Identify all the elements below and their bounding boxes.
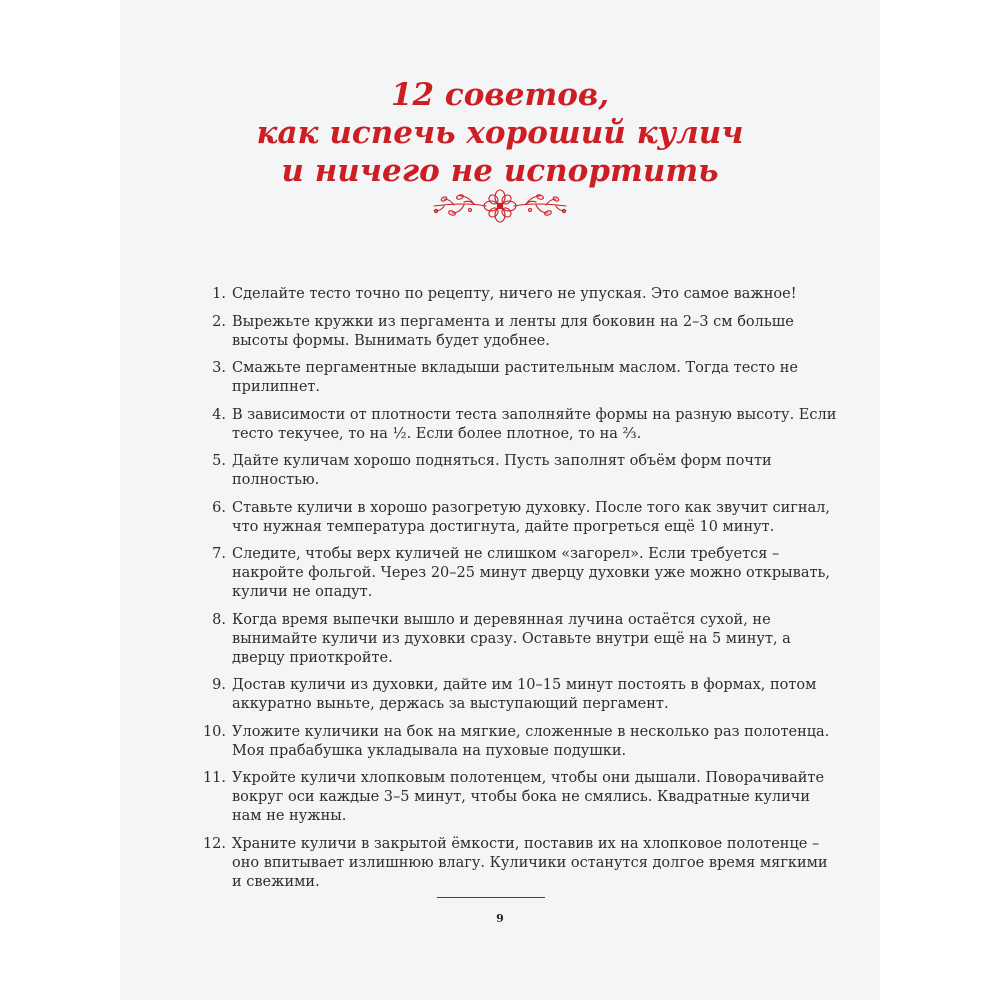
list-item	[200, 499, 840, 537]
floral-ornament-icon	[430, 188, 570, 224]
list-item	[200, 723, 840, 761]
tip-number: 7.	[212, 546, 226, 562]
tips-list	[200, 285, 840, 900]
tip-text: Уложите куличики на бок на мягкие, сложенные в несколько раз полотенца. Моя прабабушка укладывала на пуховые подушки.	[232, 723, 830, 759]
list-item	[200, 452, 840, 490]
page-title	[120, 76, 880, 190]
tip-number: 10.	[202, 723, 226, 740]
tip-number: 6.	[212, 499, 226, 516]
list-item	[200, 545, 840, 602]
title-line: 12 советов,	[390, 77, 610, 113]
tip-text: Смажьте пергаментные вкладыши растительным маслом. Тогда тесто не прилипнет.	[232, 360, 799, 395]
tip-number: 5.	[212, 453, 226, 469]
list-item	[200, 285, 840, 304]
tip-text: В зависимости от плотности теста заполняйте формы на разную высоту. Если тесто текучее, то на ½. Если более плотное, то на ⅔.	[232, 406, 837, 442]
tip-number: 8.	[212, 611, 226, 628]
tip-text: Когда время выпечки вышло и деревянная лучина остаётся сухой, не вынимайте куличи из духовки сразу. Оставьте внутри ещё на 5 минут, а дверцу приоткройте.	[232, 611, 791, 666]
tip-text: Вырежьте кружки из пергамента и ленты для боковин на 2–3 см больше высоты формы. Вынимать будет удобнее.	[232, 313, 794, 349]
list-item	[200, 406, 840, 444]
tip-text: Достав куличи из духовки, дайте им 10–15 минут постоять в формах, потом аккуратно выньте, держась за выступающий пергамент.	[232, 677, 817, 712]
list-item	[200, 611, 840, 668]
book-page	[120, 0, 880, 1000]
title-line: как испечь хороший кулич	[256, 115, 744, 151]
footer-divider	[437, 897, 545, 898]
page-number: 9	[496, 912, 504, 925]
list-item	[200, 359, 840, 397]
tip-number: 9.	[212, 677, 226, 693]
tip-text: Храните куличи в закрытой ёмкости, поставив их на хлопковое полотенце – оно впитывает излишнюю влагу. Куличики останутся долгое время мягкими и свежими.	[232, 835, 828, 890]
tip-text: Ставьте куличи в хорошо разогретую духовку. После того как звучит сигнал, что нужная температура достигнута, дайте прогреться ещё 10 минут.	[232, 499, 830, 535]
tip-text: Следите, чтобы верх куличей не слишком «загорел». Если требуется – накройте фольгой. Через 20–25 минут дверцу духовки уже можно открывать, куличи не опадут.	[232, 546, 831, 600]
tip-number: 2.	[212, 313, 226, 330]
list-item	[200, 769, 840, 826]
tip-number: 4.	[212, 406, 226, 423]
list-item	[200, 835, 840, 892]
tip-text: Сделайте тесто точно по рецепту, ничего не упуская. Это самое важное!	[232, 286, 797, 302]
list-item	[200, 313, 840, 351]
tip-text: Дайте куличам хорошо подняться. Пусть заполнят объём форм почти полностью.	[232, 453, 772, 488]
tip-number: 3.	[212, 360, 226, 376]
tip-number: 11.	[202, 770, 226, 786]
list-item	[200, 676, 840, 714]
tip-number: 12.	[202, 835, 226, 852]
tip-text: Укройте куличи хлопковым полотенцем, чтобы они дышали. Поворачивайте вокруг оси каждые 3–5 минут, чтобы бока не смялись. Квадратные куличи нам не нужны.	[232, 770, 825, 824]
tip-number: 1.	[212, 286, 226, 302]
title-line: и ничего не испортить	[281, 153, 719, 189]
